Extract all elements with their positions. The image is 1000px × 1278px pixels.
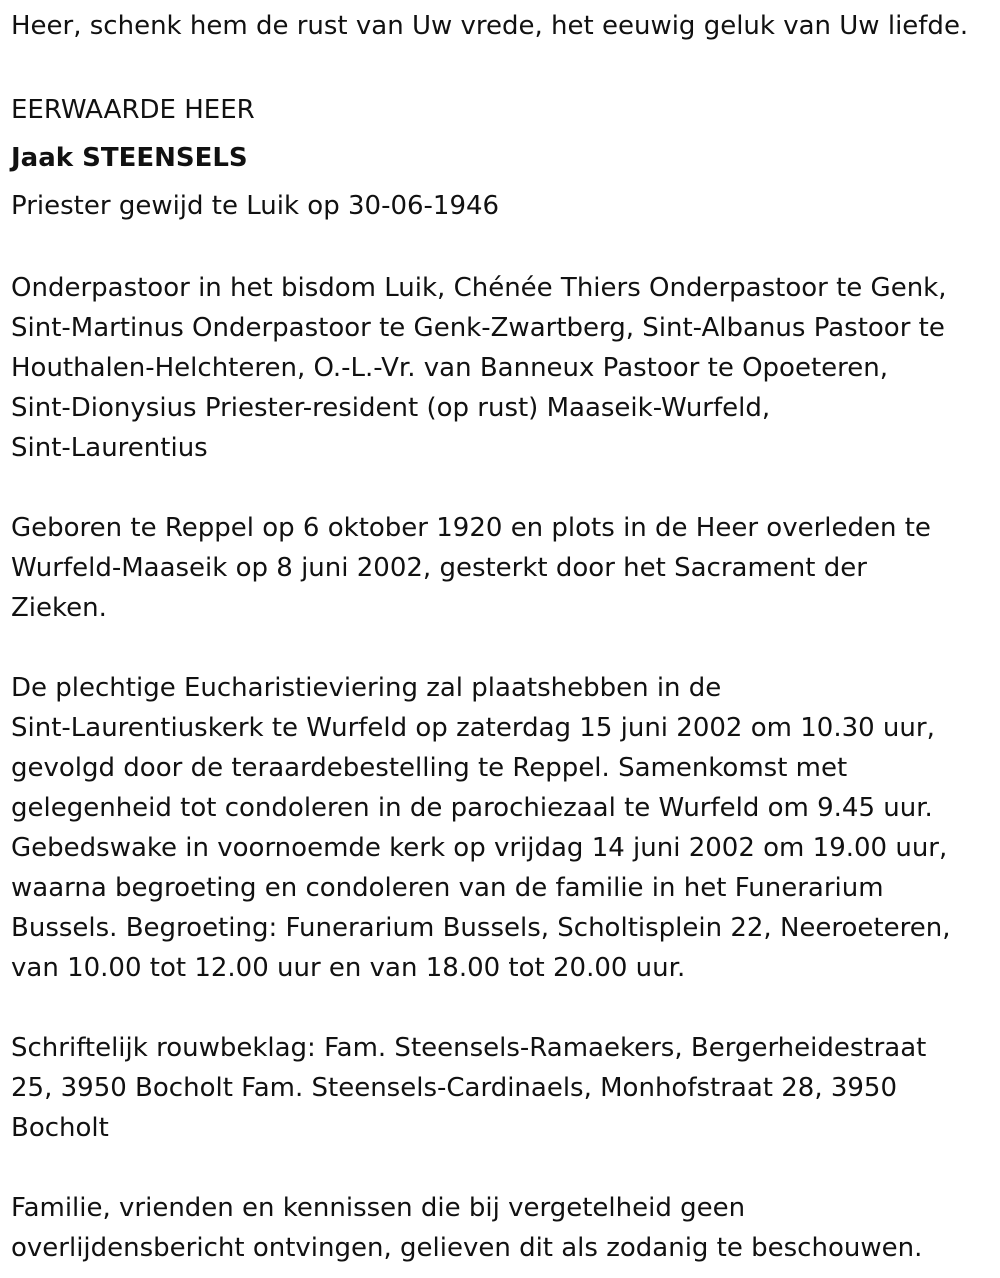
opening-prayer: Heer, schenk hem de rust van Uw vrede, het eeuwig geluk van Uw liefde. xyxy=(11,11,969,41)
condolence-line: Schriftelijk rouwbeklag: Fam. Steensels-Ramaekers, Bergerheidestraat xyxy=(11,1033,927,1063)
honorific-title: EERWAARDE HEER xyxy=(11,95,255,125)
ceremony-line: gelegenheid tot condoleren in de parochiezaal te Wurfeld om 9.45 uur. xyxy=(11,793,933,823)
condolence-line: Bocholt xyxy=(11,1113,109,1143)
birth-death-line: Geboren te Reppel op 6 oktober 1920 en plots in de Heer overleden te xyxy=(11,513,931,543)
closing-line: overlijdensbericht ontvingen, gelieven dit als zodanig te beschouwen. xyxy=(11,1233,923,1263)
closing-paragraph xyxy=(11,1188,986,1268)
birth-death-line: Zieken. xyxy=(11,593,107,623)
ordination-line: Priester gewijd te Luik op 30-06-1946 xyxy=(11,191,500,221)
deceased-name: Jaak STEENSELS xyxy=(11,143,248,173)
death-notice-document xyxy=(11,0,986,1268)
ceremony-line: Sint-Laurentiuskerk te Wurfeld op zaterdag 15 juni 2002 om 10.30 uur, xyxy=(11,713,935,743)
ceremony-paragraph xyxy=(11,668,986,988)
ceremony-line: Bussels. Begroeting: Funerarium Bussels, Scholtisplein 22, Neeroeteren, xyxy=(11,913,951,943)
career-line: Onderpastoor in het bisdom Luik, Chénée Thiers Onderpastoor te Genk, xyxy=(11,273,947,303)
ceremony-line: De plechtige Eucharistieviering zal plaatshebben in de xyxy=(11,673,722,703)
condolence-paragraph xyxy=(11,1028,986,1148)
career-paragraph xyxy=(11,268,986,468)
ceremony-line: van 10.00 tot 12.00 uur en van 18.00 tot 20.00 uur. xyxy=(11,953,686,983)
condolence-line: 25, 3950 Bocholt Fam. Steensels-Cardinaels, Monhofstraat 28, 3950 xyxy=(11,1073,898,1103)
ceremony-line: waarna begroeting en condoleren van de familie in het Funerarium xyxy=(11,873,884,903)
career-line: Houthalen-Helchteren, O.-L.-Vr. van Banneux Pastoor te Opoeteren, xyxy=(11,353,889,383)
closing-line: Familie, vrienden en kennissen die bij vergetelheid geen xyxy=(11,1193,746,1223)
career-line: Sint-Dionysius Priester-resident (op rust) Maaseik-Wurfeld, xyxy=(11,393,771,423)
career-line: Sint-Martinus Onderpastoor te Genk-Zwartberg, Sint-Albanus Pastoor te xyxy=(11,313,945,343)
birth-death-paragraph xyxy=(11,508,986,628)
career-line: Sint-Laurentius xyxy=(11,433,208,463)
birth-death-line: Wurfeld-Maaseik op 8 juni 2002, gesterkt door het Sacrament der xyxy=(11,553,867,583)
ceremony-line: Gebedswake in voornoemde kerk op vrijdag 14 juni 2002 om 19.00 uur, xyxy=(11,833,948,863)
ceremony-line: gevolgd door de teraardebestelling te Reppel. Samenkomst met xyxy=(11,753,848,783)
